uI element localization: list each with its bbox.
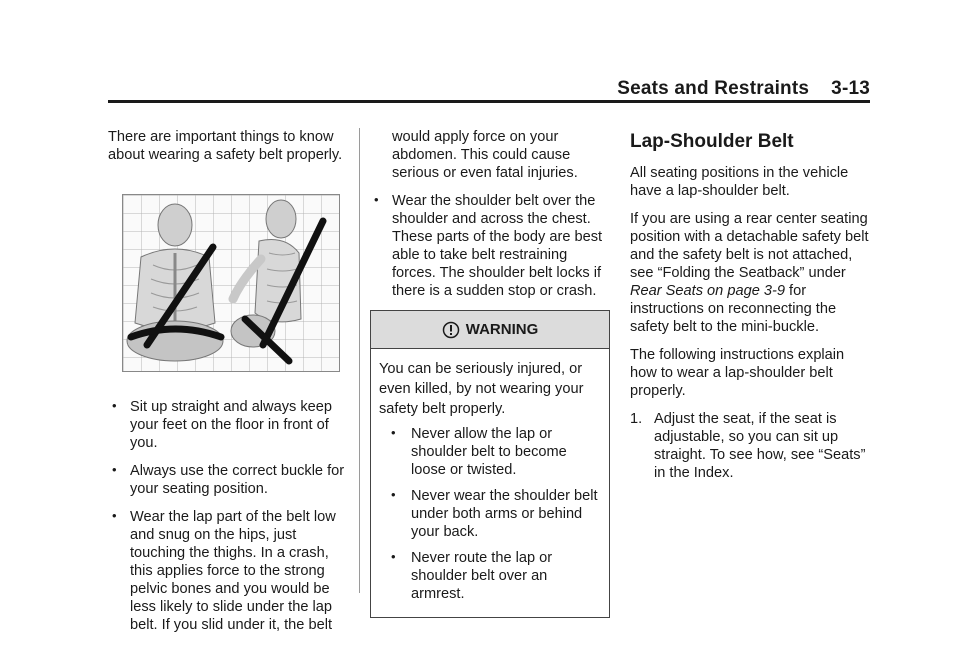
warning-icon: [442, 321, 460, 339]
bullet-lap-belt-low: • Wear the lap part of the belt low and snug on the hips, just touching the thighs. In a crash, this applies force to the strong pelvic bones and you would be less likely to slide under the lap belt. If you slid under it, the belt: [108, 508, 350, 634]
page-number: 3-13: [831, 78, 870, 99]
section-heading: Lap-Shoulder Belt: [630, 131, 794, 152]
intro-paragraph: There are important things to know about wearing a safety belt properly.: [108, 129, 343, 163]
warning-bullet-loose: • Never allow the lap or shoulder belt to become loose or twisted.: [387, 425, 599, 479]
header-text: [617, 78, 870, 100]
step-text: Adjust the seat, if the seat is adjustable, so you can sit up straight. To see how, see “Seats” in the Index.: [654, 411, 866, 481]
bullet-correct-buckle: • Always use the correct buckle for your seating position.: [108, 462, 350, 498]
paragraph-rear-center-text-a: If you are using a rear center seating position with a detachable safety belt and the safety belt is not attached, see “Folding the Seatback” under: [630, 211, 869, 281]
bullet-sit-straight: • Sit up straight and always keep your feet on the floor in front of you.: [108, 398, 350, 452]
numbered-step-1: [630, 410, 870, 482]
warning-bullet-under-arms: • Never wear the shoulder belt under both arms or behind your back.: [387, 487, 599, 541]
warning-title: WARNING: [465, 320, 539, 338]
safety-belt-illustration: [122, 194, 340, 372]
column-3: [630, 128, 870, 482]
warning-box: [370, 310, 610, 618]
column-divider: [359, 128, 360, 593]
warning-bullet-armrest: • Never route the lap or shoulder belt over an armrest.: [387, 549, 599, 603]
warning-text: You can be seriously injured, or even killed, by not wearing your safety belt properly.: [379, 361, 584, 417]
warning-body: [371, 349, 609, 617]
column-1: [108, 128, 350, 644]
page-header: [0, 78, 960, 108]
step-number: 1.: [630, 411, 643, 427]
warning-header: [371, 311, 609, 349]
continuation-paragraph: would apply force on your abdomen. This could cause serious or even fatal injuries.: [392, 129, 578, 181]
rear-seats-reference-link[interactable]: Rear Seats on page 3-9: [630, 283, 785, 299]
paragraph-rear-center: [630, 210, 870, 336]
bullet-shoulder-belt: • Wear the shoulder belt over the shoulder and across the chest. These parts of the body are best able to take belt restraining forces. The shoulder belt locks if there is a sudden stop or crash.: [370, 192, 610, 300]
paragraph-rear-center-text-b: for instructions on reconnecting the safety belt to the mini-buckle.: [630, 283, 837, 335]
header-rule: [108, 100, 870, 103]
paragraph-seating-positions: All seating positions in the vehicle have a lap-shoulder belt.: [630, 165, 849, 199]
section-title: Seats and Restraints: [617, 78, 810, 99]
seated-occupants-illustration: [123, 195, 339, 371]
paragraph-instructions-intro: The following instructions explain how to wear a lap-shoulder belt properly.: [630, 347, 845, 399]
column-2: [370, 128, 610, 618]
